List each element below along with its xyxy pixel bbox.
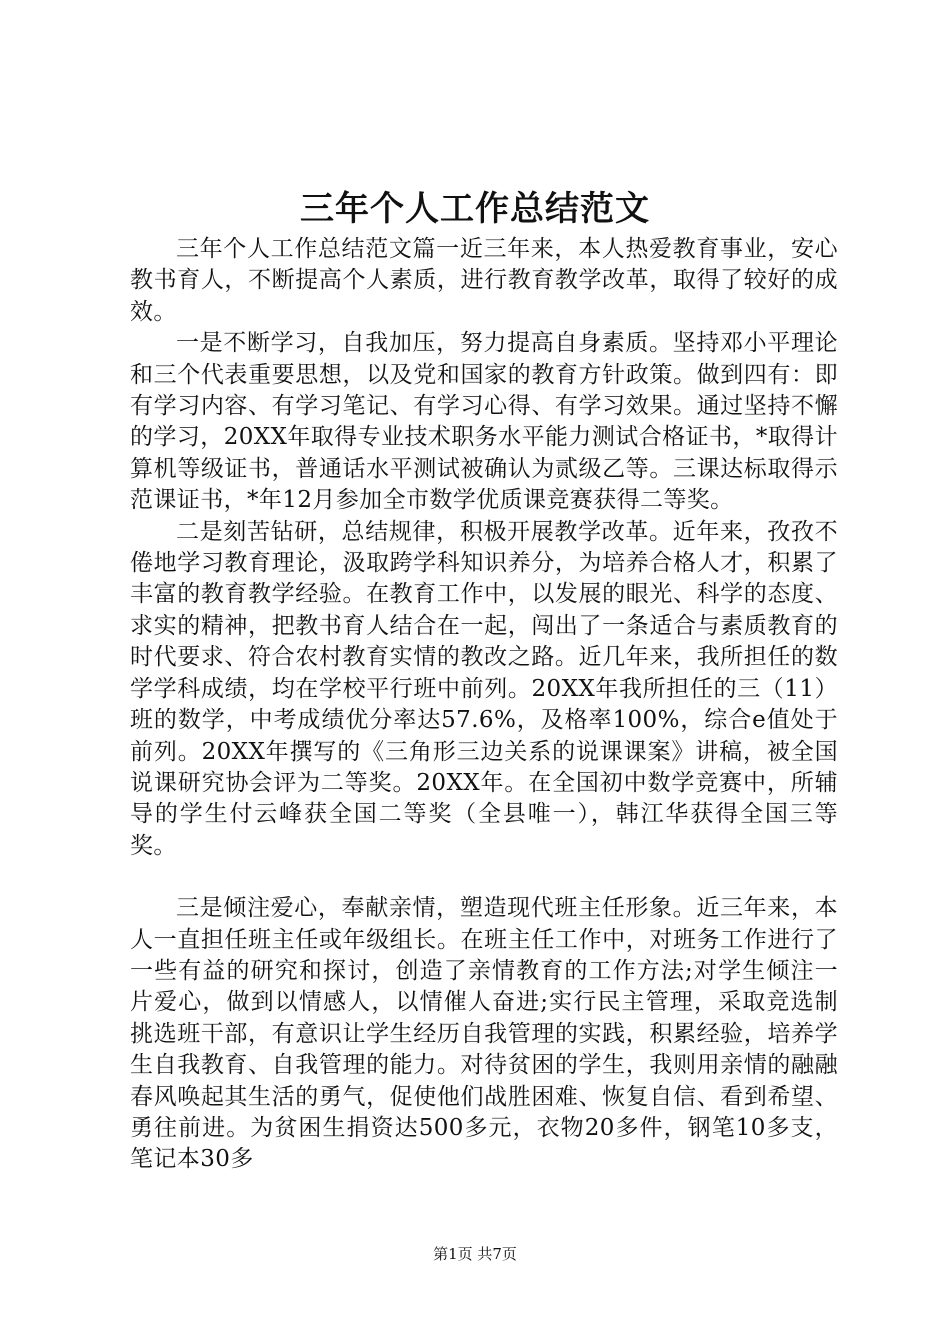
document-body <box>130 234 838 1176</box>
page-number-footer: 第1页 共7页 <box>433 1245 517 1263</box>
paragraph-intro: 三年个人工作总结范文篇一近三年来，本人热爱教育事业，安心教书育人，不断提高个人素质，进行教育教学改革，取得了较好的成效。 <box>130 236 838 325</box>
document-title: 三年个人工作总结范文 <box>300 189 650 229</box>
paragraph-study: 一是不断学习，自我加压，努力提高自身素质。坚持邓小平理论和三个代表重要思想，以及党和国家的教育方针政策。做到四有：即有学习内容、有学习笔记、有学习心得、有学习效果。通过坚持不懈的学习，20XX年取得专业技术职务水平能力测试合格证书，*取得计算机等级证书，普通话水平测试被确认为贰级乙等。三课达标取得示范课证书，*年12月参加全市数学优质课竞赛获得二等奖。 <box>130 330 838 514</box>
paragraph-teaching-reform: 二是刻苦钻研，总结规律，积极开展教学改革。近年来，孜孜不倦地学习教育理论，汲取跨学科知识养分，为培养合格人才，积累了丰富的教育教学经验。在教育工作中，以发展的眼光、科学的态度、求实的精神，把教书育人结合在一起，闯出了一条适合与素质教育的时代要求、符合农村教育实情的教改之路。近几年来，我所担任的数学学科成绩，均在学校平行班中前列。20XX年我所担任的三（11）班的数学，中考成绩优分率达57.6%，及格率100%，综合e值处于前列。20XX年撰写的《三角形三边关系的说课课案》讲稿，被全国说课研究协会评为二等奖。20XX年。在全国初中数学竞赛中，所辅导的学生付云峰获全国二等奖（全县唯一），韩江华获得全国三等奖。 <box>130 518 838 859</box>
paragraph-class-teacher: 三是倾注爱心，奉献亲情，塑造现代班主任形象。近三年来，本人一直担任班主任或年级组长。在班主任工作中，对班务工作进行了一些有益的研究和探讨，创造了亲情教育的工作方法;对学生倾注一片爱心，做到以情感人，以情催人奋进;实行民主管理，采取竞选制挑选班干部，有意识让学生经历自我管理的实践，积累经验，培养学生自我教育、自我管理的能力。对待贫困的学生，我则用亲情的融融春风唤起其生活的勇气，促使他们战胜困难、恢复自信、看到希望、勇往前进。为贫困生捐资达500多元，衣物20多件，钢笔10多支，笔记本30多 <box>130 895 838 1173</box>
